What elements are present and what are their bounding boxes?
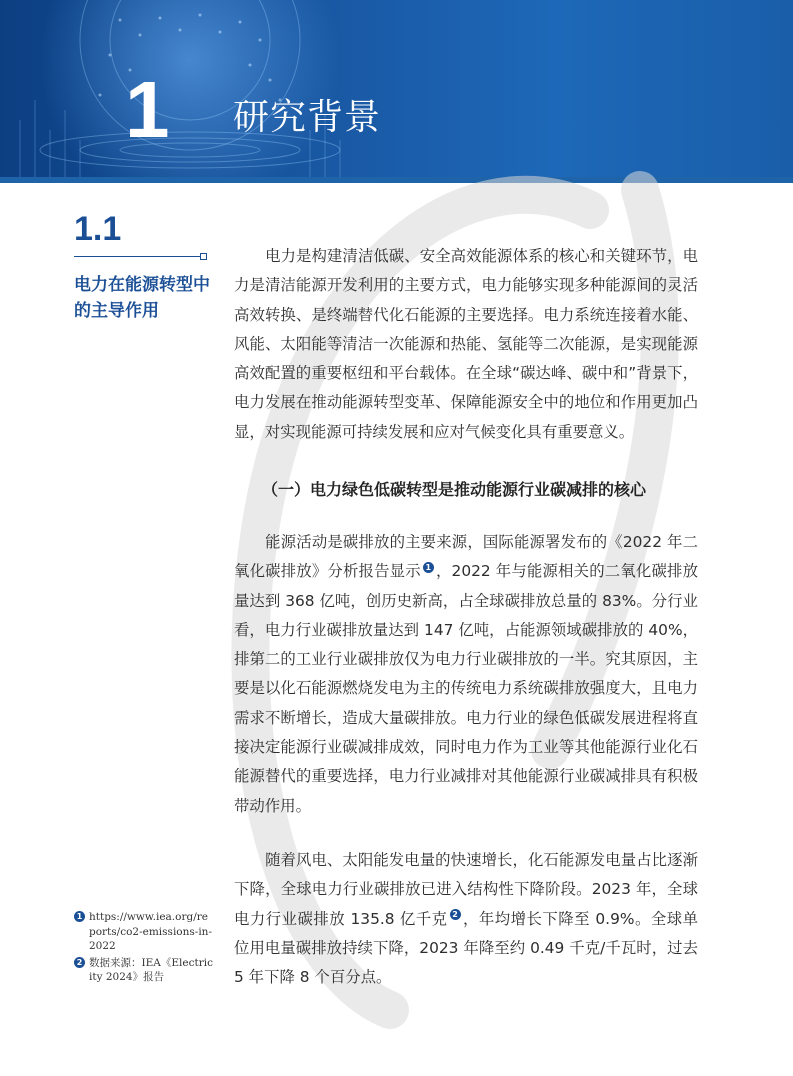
footnote-marker: 1 (74, 911, 85, 922)
section-title: 电力在能源转型中的主导作用 (74, 275, 210, 321)
footnote-text: 数据来源：IEA《Electricity 2024》报告 (89, 956, 213, 983)
banner-bottom-strip (0, 177, 793, 183)
paragraph-3-text-a: 随着风电、太阳能发电量的快速增长，化石能源发电量占比逐渐下降，全球电力行业碳排放已进入结构性下降阶段。2023 年，全球电力行业碳排放 135.8 亿千克 (234, 851, 698, 928)
footnotes (74, 910, 214, 987)
footnote-marker: 2 (74, 957, 85, 968)
footnote-item (74, 910, 214, 954)
subsection-heading: （一）电力绿色低碳转型是推动能源行业碳减排的核心 (262, 480, 647, 499)
section-divider (74, 256, 202, 257)
paragraph-2 (234, 528, 698, 821)
footnote-text[interactable]: https://www.iea.org/reports/co2-emissions-in-2022 (89, 911, 212, 952)
paragraph-1-text: 电力是构建清洁低碳、安全高效能源体系的核心和关键环节，电力是清洁能源开发利用的主要方式，电力能够实现多种能源间的灵活高效转换、是终端替代化石能源的主要选择。电力系统连接着水能、风能、太阳能等清洁一次能源和热能、氢能等二次能源，是实现能源高效配置的重要枢纽和平台载体。在全球“碳达峰、碳中和”背景下，电力发展在推动能源转型变革、保障能源安全中的地位和作用更加凸显，对实现能源可持续发展和应对气候变化具有重要意义。 (234, 247, 698, 441)
paragraph-2-text-b: ，2022 年与能源相关的二氧化碳排放量达到 368 亿吨，创历史新高，占全球碳排放总量的 83%。分行业看，电力行业碳排放量达到 147 亿吨，占能源领域碳排放的 40%，排第二的工业行业碳排放仅为电力行业碳排放的一半。究其原因，主要是以化石能源燃烧发电为主的传统电力系统碳排放强度大，且电力需求不断增长，造成大量碳排放。电力行业的绿色低碳发展进程将直接决定能源行业碳减排成效，同时电力作为工业等其他能源行业化石能源替代的重要选择，电力行业减排对其他能源行业碳减排具有积极带动作用。 (234, 562, 698, 815)
section-divider-end (200, 253, 207, 260)
chapter-banner (0, 0, 793, 183)
footnote-item (74, 956, 214, 985)
paragraph-2-text-a: 能源活动是碳排放的主要来源，国际能源署发布的《2022 年二氧化碳排放》分析报告显示 (234, 533, 698, 581)
chapter-number: 1 (125, 65, 170, 154)
banner-tech-pattern (0, 0, 793, 183)
footnote-ref-1[interactable]: 1 (423, 562, 434, 573)
paragraph-1 (234, 242, 698, 447)
paragraph-3-text-b: ，年均增长下降至 0.9%。全球单位用电量碳排放持续下降，2023 年降至约 0.49 千克/千瓦时，过去 5 年下降 8 个百分点。 (234, 909, 698, 987)
paragraph-3 (234, 846, 698, 992)
section-number: 1.1 (74, 210, 122, 248)
footnote-ref-2[interactable]: 2 (450, 909, 461, 920)
chapter-title: 研究背景 (233, 97, 382, 138)
